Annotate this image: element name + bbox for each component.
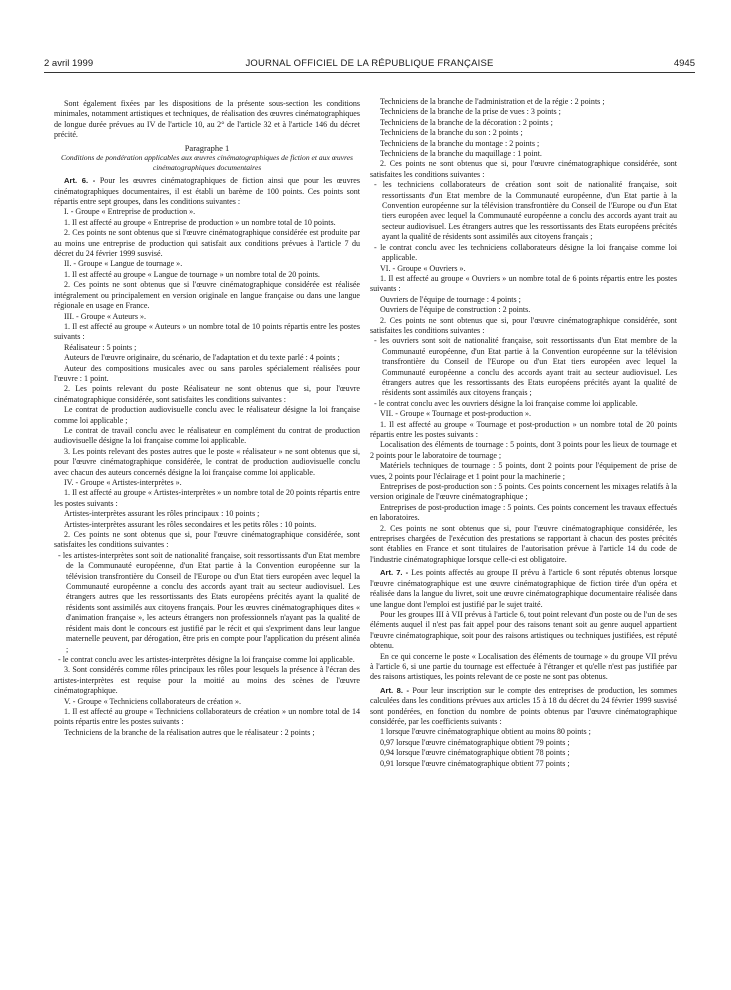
header-rule — [44, 72, 695, 73]
paragraph — [370, 420, 677, 441]
page-number: 4945 — [673, 58, 695, 69]
paragraph — [370, 686, 677, 728]
paragraph-text: Auteurs de l'œuvre originaire, du scénario, de l'adaptation et du texte parlé : 4 points ; — [64, 353, 340, 363]
paragraph — [54, 551, 360, 655]
paragraph — [370, 568, 677, 610]
paragraph — [370, 107, 677, 117]
paragraph-text: V. - Groupe « Techniciens collaborateurs de création ». — [64, 696, 242, 706]
paragraph-text: Entreprises de post-production son : 5 points. Ces points concernent les mixages relatifs à la version originale de l'œuvre cinématographique ; — [370, 482, 677, 502]
paragraph-text: - les artistes-interprètes sont soit de nationalité française, soit ressortissants d'un Etat membre de la Communauté européenne, d'un Etat partie à la Convention européenne sur la télévision transfrontière du Conseil de l'Europe ou d'un Etat tiers européen avec lequel la Communauté européenne a conclu des accords ayant trait au secteur audiovisuel. Les étrangers autres que les ressortissants des Etats européens précités ayant la qualité de résidents sont assimilés aux citoyens français. Pour les œuvres cinématographiques dites « d'animation française », les acteurs étrangers non professionnels n'ayant pas la qualité de résident mais dont le concours est justifié par le récit et qui s'expriment dans leur langue maternelle peuvent, par dérogation, être pris en compte pour l'application du présent alinéa ; — [58, 550, 360, 654]
paragraph-text: Conditions de pondération applicables aux œuvres cinématographiques de fiction et aux œuvres cinématographiques documentaires — [61, 153, 353, 172]
paragraph — [54, 153, 360, 172]
right-column — [370, 97, 677, 769]
paragraph-text: Pour les œuvres cinématographiques de fiction ainsi que pour les œuvres cinématographiques documentaires, il est établi un barème de 100 points. Ces points sont répartis entre sept groupes, dans les conditions suivantes : — [54, 176, 360, 207]
paragraph — [370, 748, 677, 758]
paragraph — [54, 259, 360, 269]
paragraph — [370, 316, 677, 337]
paragraph-text: 2. Ces points ne sont obtenus que si, pour l'œuvre cinématographique considérée, sont satisfaites les conditions suivantes : — [370, 159, 677, 179]
paragraph-text: Ouvriers de l'équipe de construction : 2 points. — [380, 305, 531, 315]
paragraph — [370, 305, 677, 315]
paragraph-text: Réalisateur : 5 points ; — [64, 342, 137, 352]
paragraph — [54, 207, 360, 217]
paragraph — [370, 399, 677, 409]
paragraph-text: Artistes-interprètes assurant les rôles principaux : 10 points ; — [64, 509, 260, 519]
paragraph-text: - le contrat conclu avec les artistes-interprètes désigne la loi française comme loi applicable. — [58, 654, 355, 664]
paragraph-text: Matériels techniques de tournage : 5 points, dont 2 points pour l'équipement de prise de vues, 2 points pour l'éclairage et 1 point pour la machinerie ; — [370, 461, 677, 481]
paragraph — [54, 99, 360, 141]
paragraph — [370, 180, 677, 242]
paragraph-text: 3. Les points relevant des postes autres que le poste « réalisateur » ne sont obtenus que si, pour l'œuvre cinématographique considérée, le contrat de production audiovisuelle conclu avec chacun des auteurs concernés désigne la loi française comme loi applicable. — [54, 446, 360, 477]
paragraph-text: Techniciens de la branche de l'administration et de la régie : 2 points ; — [380, 97, 605, 106]
paragraph — [370, 461, 677, 482]
paragraph — [370, 759, 677, 769]
paragraph-text: Le contrat de production audiovisuelle conclu avec le réalisateur désigne la loi française comme loi applicable ; — [54, 405, 360, 425]
paragraph — [54, 520, 360, 530]
paragraph — [54, 343, 360, 353]
paragraph-text: Entreprises de post-production image : 5 points. Ces points concernent les travaux effectués en laboratoires. — [370, 502, 677, 523]
paragraph-text: 1. Il est affecté au groupe « Auteurs » un nombre total de 10 points répartis entre les postes suivants : — [54, 321, 360, 342]
paragraph-text: 1. Il est affecté au groupe « Langue de tournage » un nombre total de 20 points. — [64, 269, 320, 279]
paragraph-text: Les points affectés au groupe II prévu à l'article 6 sont réputés obtenus lorsque l'œuvre cinématographique est une œuvre cinématographique de fiction tirée d'un opéra et réalisée dans la langue du livret, soit une œuvre cinématographique documentaire réalisée dans une langue dont l'emploi est justifié par le sujet traité. — [370, 568, 677, 609]
paragraph — [370, 503, 677, 524]
journal-title: JOURNAL OFFICIEL DE LA RÉPUBLIQUE FRANÇAISE — [245, 58, 494, 69]
paragraph-text: 2. Les points relevant du poste Réalisateur ne sont obtenus que si, pour l'œuvre cinématographique considérée, sont satisfaites les conditions suivantes : — [54, 384, 360, 404]
paragraph-text: Techniciens de la branche du maquillage : 1 point. — [380, 149, 542, 159]
paragraph-text: 2. Ces points ne sont obtenus que si, pour l'œuvre cinématographique considérée, les entreprises chargées de l'exécution des prestations se rapportant à chacun des postes précités sont établies en France et sont titulaires de l'autorisation prévue à l'article 14 du code de l'industrie cinématographique lorsque celle-ci est obligatoire. — [370, 523, 677, 564]
paragraph-text: Paragraphe 1 — [184, 142, 230, 153]
paragraph — [370, 274, 677, 295]
paragraph — [54, 665, 360, 696]
paragraph — [54, 353, 360, 363]
paragraph — [54, 405, 360, 426]
paragraph-text: VII. - Groupe « Tournage et post-production ». — [380, 409, 532, 419]
paragraph-text: 1 lorsque l'œuvre cinématographique obtient au moins 80 points ; — [380, 727, 591, 737]
paragraph-text: VI. - Groupe « Ouvriers ». — [380, 263, 466, 273]
paragraph — [54, 322, 360, 343]
paragraph — [54, 143, 360, 153]
paragraph — [54, 280, 360, 311]
paragraph — [54, 478, 360, 488]
paragraph-text: Techniciens de la branche du son : 2 points ; — [380, 128, 523, 138]
paragraph-text: - les ouvriers sont soit de nationalité française, soit ressortissants d'un Etat membre de la Communauté européenne, d'un Etat partie à la Convention européenne sur la télévision transfrontière du Conseil de l'Europe ou d'un Etat tiers européen avec lequel la Communauté européenne a conclu des accords ayant trait au secteur audiovisuel. Les étrangers autres que les ressortissants des Etats européens précités ayant la qualité de résidents sont assimilés aux citoyens français ; — [374, 336, 677, 398]
paragraph — [370, 610, 677, 652]
paragraph-text: 1. Il est affecté au groupe « Ouvriers » un nombre total de 6 points répartis entre les postes suivants : — [370, 273, 677, 294]
paragraph-text: Auteur des compositions musicales avec ou sans paroles spécialement réalisées pour l'œuvre : 1 point. — [54, 363, 360, 383]
paragraph — [370, 524, 677, 566]
paragraph-text: 2. Ces points ne sont obtenus que si l'œuvre cinématographique considérée est réalisée intégralement ou principalement en version originale en langue française ou dans une langue régionale en usage en France. — [54, 280, 360, 311]
paragraph — [370, 139, 677, 149]
paragraph — [54, 228, 360, 259]
paragraph-text: III. - Groupe « Auteurs ». — [64, 311, 147, 321]
paragraph-text: IV. - Groupe « Artistes-interprètes ». — [64, 478, 182, 487]
paragraph — [370, 336, 677, 398]
paragraph-text: Ouvriers de l'équipe de tournage : 4 points ; — [380, 294, 521, 304]
paragraph-text: Pour leur inscription sur le compte des entreprises de production, les sommes calculées dans les conditions prévues aux articles 15 à 18 du décret du 24 février 1999 susvisé sont pondérées, en fonction du nombre de points obtenus par l'œuvre cinématographique considérée, par les coefficients suivants : — [370, 685, 677, 726]
left-column — [54, 99, 360, 738]
article-number: Art. 8. - — [380, 685, 409, 695]
paragraph — [370, 128, 677, 138]
article-number: Art. 7. - — [380, 568, 409, 578]
paragraph — [370, 149, 677, 159]
paragraph-text: 1. Il est affecté au groupe « Tournage et post-production » un nombre total de 20 points répartis entre les postes suivants : — [370, 419, 677, 439]
paragraph-text: 0,97 lorsque l'œuvre cinématographique obtient 79 points ; — [380, 737, 570, 747]
paragraph — [54, 447, 360, 478]
paragraph-text: 2. Ces points ne sont obtenus que si, pour l'œuvre cinématographique considérée, sont satisfaites les conditions suivantes : — [54, 530, 360, 550]
paragraph-text: - le contrat conclu avec les ouvriers désigne la loi française comme loi applicable. — [374, 398, 638, 408]
paragraph — [54, 426, 360, 447]
paragraph — [54, 728, 360, 738]
paragraph-text: 2. Ces points ne sont obtenus que si, pour l'œuvre cinématographique considérée, sont satisfaites les conditions suivantes : — [370, 315, 677, 335]
paragraph-text: 1. Il est affecté au groupe « Artistes-interprètes » un nombre total de 20 points répartis entre les postes suivants : — [54, 488, 360, 508]
paragraph — [370, 727, 677, 737]
paragraph — [370, 159, 677, 180]
page-header — [44, 58, 695, 72]
paragraph — [370, 409, 677, 419]
paragraph-text: 1. Il est affecté au groupe « Techniciens collaborateurs de création » un nombre total de 14 points répartis entre les postes suivants : — [54, 706, 360, 727]
paragraph — [370, 264, 677, 274]
paragraph-text: Techniciens de la branche du montage : 2 points ; — [380, 138, 540, 148]
paragraph-text: Sont également fixées par les dispositions de la présente sous-section les conditions minimales, notamment artistiques et techniques, de réalisation des œuvres cinématographiques de longue durée prévues au IV de l'article 10, au 2° de l'article 32 et à l'article 146 du décret précité. — [54, 99, 360, 140]
paragraph-text: Techniciens de la branche de la réalisation autres que le réalisateur : 2 points ; — [64, 727, 315, 737]
paragraph-text: 0,94 lorsque l'œuvre cinématographique obtient 78 points ; — [380, 748, 570, 758]
paragraph — [370, 243, 677, 264]
paragraph — [54, 218, 360, 228]
paragraph — [370, 652, 677, 683]
paragraph — [54, 707, 360, 728]
paragraph-text: Pour les groupes III à VII prévus à l'article 6, tout point relevant d'un poste ou de l'un de ses éléments auquel il n'est pas fait appel pour des raisons tenant soit au genre auquel appartient l'œuvre cinématographique, soit pour des raisons artistiques ou techniques justifiées, est réputé obtenu. — [370, 609, 677, 651]
paragraph — [54, 530, 360, 551]
paragraph-text: Artistes-interprètes assurant les rôles secondaires et les petits rôles : 10 points. — [64, 519, 317, 529]
paragraph-text: Le contrat de travail conclu avec le réalisateur en complément du contrat de production audiovisuelle désigne la loi française comme loi applicable. — [54, 425, 360, 446]
paragraph — [370, 118, 677, 128]
paragraph-text: Localisation des éléments de tournage : 5 points, dont 3 points pour les lieux de tournage et 2 points pour le laboratoire de tournage ; — [370, 440, 677, 460]
paragraph — [370, 295, 677, 305]
paragraph — [54, 176, 360, 207]
paragraph — [54, 488, 360, 509]
paragraph-text: 3. Sont considérés comme rôles principaux les rôles pour lesquels la présence à l'écran des artistes-interprètes est requise pour la moitié au moins des scènes de l'œuvre cinématographique. — [54, 665, 360, 696]
issue-date: 2 avril 1999 — [44, 58, 94, 69]
paragraph-text: - le contrat conclu avec les techniciens collaborateurs désigne la loi française comme loi applicable. — [374, 242, 677, 263]
paragraph-text: I. - Groupe « Entreprise de production ». — [64, 207, 196, 217]
paragraph — [370, 97, 677, 107]
paragraph — [54, 509, 360, 519]
paragraph — [54, 655, 360, 665]
paragraph-text: 1. Il est affecté au groupe « Entreprise de production » un nombre total de 10 points. — [64, 217, 336, 227]
paragraph-text: Techniciens de la branche de la décoration : 2 points ; — [380, 117, 553, 127]
paragraph-text: 2. Ces points ne sont obtenus que si l'œuvre cinématographique considérée est produite par au moins une entreprise de production qui satisfait aux conditions prévues à l'article 7 du décret du 24 février 1999 susvisé. — [54, 228, 360, 259]
paragraph — [54, 697, 360, 707]
paragraph-text: II. - Groupe « Langue de tournage ». — [64, 259, 183, 269]
paragraph-text: Techniciens de la branche de la prise de vues : 3 points ; — [380, 107, 561, 117]
paragraph-text: 0,91 lorsque l'œuvre cinématographique obtient 77 points ; — [380, 758, 570, 768]
paragraph — [54, 312, 360, 322]
paragraph — [54, 364, 360, 385]
paragraph — [370, 482, 677, 503]
paragraph — [54, 270, 360, 280]
paragraph — [370, 440, 677, 461]
paragraph — [54, 384, 360, 405]
paragraph — [370, 738, 677, 748]
paragraph-text: - les techniciens collaborateurs de création sont soit de nationalité française, soit ressortissants d'un Etat membre de la Communauté européenne, d'un Etat partie à la Convention européenne sur la télévision transfrontière du Conseil de l'Europe ou d'un Etat tiers européen avec lequel la Communauté européenne a conclu des accords ayant trait au secteur audiovisuel. Les étrangers autres que les ressortissants des Etats européens précités ayant la qualité de résidents sont assimilés aux citoyens français ; — [374, 180, 677, 242]
article-number: Art. 6. - — [64, 176, 96, 186]
paragraph-text: En ce qui concerne le poste « Localisation des éléments de tournage » du groupe VII prévu à l'article 6, si une partie du tournage est effectuée à l'étranger et qu'elle n'est pas justifiée par des raisons artistiques, les points relevant de ce poste ne sont pas obtenus. — [370, 651, 677, 682]
